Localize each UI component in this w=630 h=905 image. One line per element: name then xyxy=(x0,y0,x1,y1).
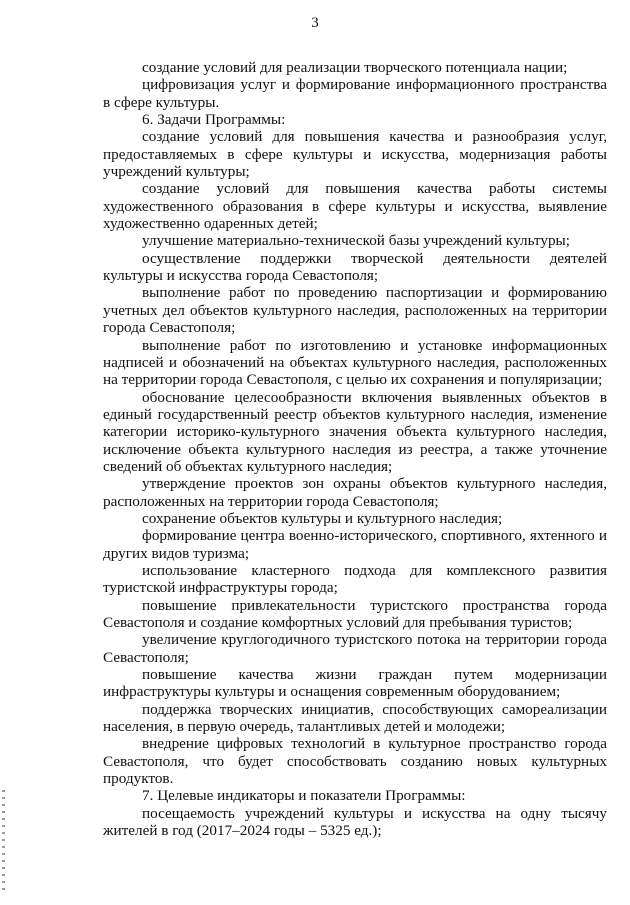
page-number: 3 xyxy=(311,15,319,31)
paragraph-task-passportization: выполнение работ по проведению паспортизации и формированию учетных дел объектов культурного наследия, расположенных на территории города Севастополя; xyxy=(103,284,607,337)
section-heading-tasks: 6. Задачи Программы: xyxy=(142,111,286,129)
paragraph-task-service-quality: создание условий для повышения качества и разнообразия услуг, предоставляемых в сфере культуры и искусства, модернизация работы учреждений культуры; xyxy=(103,128,607,181)
paragraph-task-support-creators: осуществление поддержки творческой деятельности деятелей культуры и искусства города Севастополя; xyxy=(103,249,607,285)
paragraph-task-art-education: создание условий для повышения качества работы системы художественного образования в сфере культуры и искусства, выявление художественно одаренных детей; xyxy=(103,180,607,233)
paragraph-task-year-round-tourism: увеличение круглогодичного туристского потока на территории города Севастополя; xyxy=(103,631,607,666)
paragraph-task-protection-zones: утверждение проектов зон охраны объектов культурного наследия, расположенных на территории города Севастополя; xyxy=(103,475,607,510)
paragraph-task-heritage-preservation: сохранение объектов культуры и культурного наследия; xyxy=(142,509,503,527)
paragraph-task-quality-of-life: повышение качества жизни граждан путем модернизации инфраструктуры культуры и оснащения современным оборудованием; xyxy=(103,666,607,701)
paragraph-task-tourism-attractiveness: повышение привлекательности туристского пространства города Севастополя и создание комфортных условий для пребывания туристов; xyxy=(103,596,607,631)
paragraph-task-creative-initiatives: поддержка творческих инициатив, способствующих самореализации населения, в первую очередь, талантливых детей и молодежи; xyxy=(103,700,607,736)
paragraph-task-material-base: улучшение материально-технической базы учреждений культуры; xyxy=(142,232,570,250)
paragraph-indicator-attendance: посещаемость учреждений культуры и искусства на одну тысячу жителей в год (2017–2024 годы – 5325 ед.); xyxy=(103,804,607,840)
paragraph-task-tourism-center: формирование центра военно-исторического, спортивного, яхтенного и других видов туризма; xyxy=(103,527,607,562)
section-heading-indicators: 7. Целевые индикаторы и показатели Программы: xyxy=(142,787,466,805)
scan-edge-mark xyxy=(2,790,5,895)
paragraph-task-cluster-approach: использование кластерного подхода для комплексного развития туристской инфраструктуры города; xyxy=(103,561,607,597)
paragraph-task-digital-technologies: внедрение цифровых технологий в культурное пространство города Севастополя, что будет способствовать созданию новых культурных продуктов. xyxy=(103,735,607,788)
paragraph-goal-digitalization: цифровизация услуг и формирование информационного пространства в сфере культуры. xyxy=(103,76,607,111)
paragraph-task-information-signs: выполнение работ по изготовлению и установке информационных надписей и обозначений на объектах культурного наследия, расположенных на территории города Севастополя, с целью их сохранения и популяризации; xyxy=(103,336,607,389)
paragraph-task-heritage-registry: обоснование целесообразности включения выявленных объектов в единый государственный реестр объектов культурного наследия, изменение категории историко-культурного значения объекта культурного наследия, исключение объекта культурного наследия из реестра, а также уточнение сведений об объектах культурного наследия; xyxy=(103,388,607,475)
document-body xyxy=(103,59,607,839)
paragraph-goal-creative-potential: создание условий для реализации творческого потенциала нации; xyxy=(142,59,568,76)
